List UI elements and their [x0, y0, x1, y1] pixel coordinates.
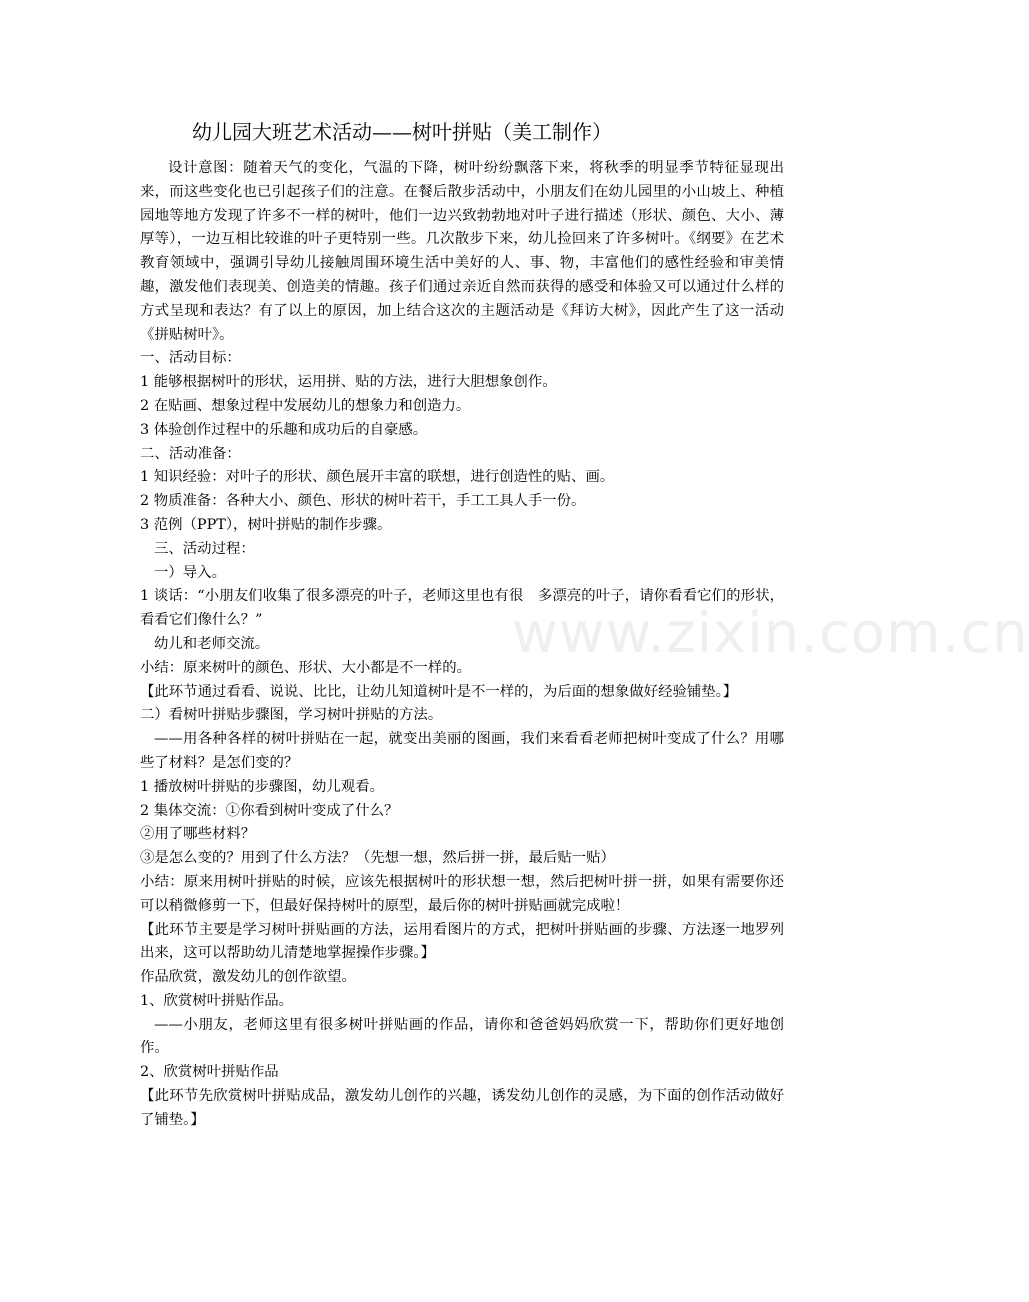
preparation-item: 1 知识经验：对叶子的形状、颜色展开丰富的联想，进行创造性的贴、画。 — [140, 469, 615, 486]
process-item: 2、欣赏树叶拼贴作品 — [140, 1064, 279, 1081]
section-heading-process: 三、活动过程： — [154, 540, 255, 557]
process-item: 1、欣赏树叶拼贴作品。 — [140, 992, 294, 1009]
goal-item: 1 能够根据树叶的形状，运用拼、贴的方法，进行大胆想象创作。 — [140, 374, 557, 391]
process-item: 2 集体交流：①你看到树叶变成了什么？ — [140, 802, 399, 819]
process-item: ②用了哪些材料？ — [140, 826, 256, 843]
document-title: 幼儿园大班艺术活动——树叶拼贴（美工制作） — [192, 120, 612, 144]
subsection-heading-steps: 二）看树叶拼贴步骤图，学习树叶拼贴的方法。 — [140, 707, 443, 724]
goal-item: 3 体验创作过程中的乐趣和成功后的自豪感。 — [140, 421, 428, 438]
process-item: ③是怎么变的？用到了什么方法？（先想一想，然后拼一拼，最后贴一贴） — [140, 850, 615, 867]
goal-item: 2 在贴画、想象过程中发展幼儿的想象力和创造力。 — [140, 397, 471, 414]
preparation-item: 3 范例（PPT），树叶拼贴的制作步骤。 — [140, 516, 392, 533]
process-paragraph: ——小朋友，老师这里有很多树叶拼贴画的作品，请你和爸爸妈妈欣赏一下，帮助你们更好地创作。 — [140, 1016, 784, 1057]
preparation-item: 2 物质准备：各种大小、颜色、形状的树叶若干，手工工具人手一份。 — [140, 493, 586, 510]
process-item: 1 播放树叶拼贴的步骤图，幼儿观看。 — [140, 778, 384, 795]
commentary-paragraph: 【此环节主要是学习树叶拼贴画的方法，运用看图片的方式，把树叶拼贴画的步骤、方法逐一地罗列出来，这可以帮助幼儿清楚地掌握操作步骤。】 — [140, 921, 784, 962]
commentary-paragraph: 【此环节通过看看、说说、比比，让幼儿知道树叶是不一样的，为后面的想象做好经验铺垫。】 — [140, 683, 738, 700]
watermark: www.zixin.com.cn — [512, 601, 1029, 666]
section-heading-goals: 一、活动目标： — [140, 350, 241, 367]
commentary-paragraph: 【此环节先欣赏树叶拼贴成品，激发幼儿创作的兴趣，诱发幼儿创作的灵感，为下面的创作活动做好了铺垫。】 — [140, 1088, 784, 1128]
design-intent-paragraph: 设计意图：随着天气的变化，气温的下降，树叶纷纷飘落下来，将秋季的明显季节特征显现出来，而这些变化也已引起孩子们的注意。在餐后散步活动中，小朋友们在幼儿园里的小山坡上、种植园地等地方发现了许多不一样的树叶，他们一边兴致勃勃地对叶子进行描述（形状、颜色、大小、薄厚等），一边互相比较谁的叶子更特别一些。几次散步下来，幼儿捡回来了许多树叶。《纲要》在艺术教育领域中，强调引导幼儿接触周围环境生活中美好的人、事、物，丰富他们的感性经验和审美情趣，激发他们表现美、创造美的情趣。孩子们通过亲近自然而获得的感受和体验又可以通过什么样的方式呈现和表达？有了以上的原因，加上结合这次的主题活动是《拜访大树》，因此产生了这一活动《拼贴树叶》。 — [140, 160, 784, 343]
subsection-heading-appreciation: 作品欣赏，激发幼儿的创作欲望。 — [140, 969, 356, 986]
summary-paragraph: 小结：原来用树叶拼贴的时候，应该先根据树叶的形状想一想，然后把树叶拼一拼，如果有需要你还可以稍微修剪一下，但最好保持树叶的原型，最后你的树叶拼贴画就完成啦！ — [140, 873, 784, 914]
process-item: 1 谈话：“小朋友们收集了很多漂亮的叶子，老师这里也有很 多漂亮的叶子，请你看看它们的形状，看看它们像什么？” — [140, 588, 784, 629]
process-note: 幼儿和老师交流。 — [154, 635, 270, 652]
process-paragraph: ——用各种各样的树叶拼贴在一起，就变出美丽的图画，我们来看看老师把树叶变成了什么？用哪些了材料？是怎们变的？ — [140, 731, 784, 771]
summary-paragraph: 小结：原来树叶的颜色、形状、大小都是不一样的。 — [140, 659, 471, 676]
subsection-heading-intro: 一）导入。 — [154, 564, 226, 581]
section-heading-preparation: 二、活动准备： — [140, 445, 241, 462]
